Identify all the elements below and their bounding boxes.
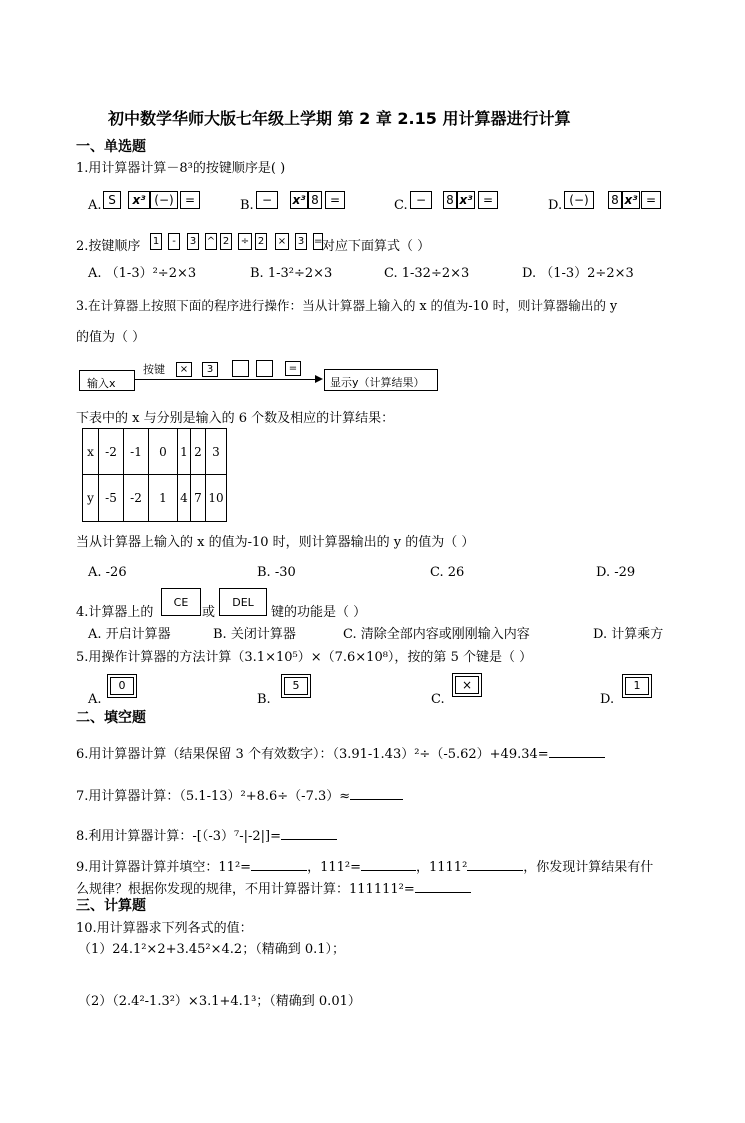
question-10-item-1: （1）24.1²×2+3.45²×4.2；（精确到 0.1）；	[78, 942, 346, 957]
key-s: S	[103, 191, 121, 209]
table-cell: -5	[99, 475, 124, 522]
question-3-stem-line1: 3.在计算器上按照下面的程序进行操作：当从计算器上输入的 x 的值为-10 时，则计算器输出的 y	[76, 298, 618, 313]
section-heading-fill-in: 二、填空题	[76, 710, 146, 726]
flow-key-times: ×	[176, 362, 192, 377]
question-9-line1	[76, 859, 653, 874]
answer-blank	[350, 788, 403, 800]
key-0	[107, 674, 137, 698]
question-3-stem-line3: 当从计算器上输入的 x 的值为-10 时，则计算器输出的 y 的值为（ ）	[76, 535, 475, 550]
q2-key: 1	[150, 233, 162, 250]
flow-input-box	[79, 370, 135, 391]
q1-option-d-label: D.	[548, 198, 563, 213]
question-8	[76, 828, 337, 843]
table-cell: x	[83, 429, 99, 475]
q9-part4: ，你发现计算结果有什	[523, 860, 654, 875]
table-row-y	[83, 475, 227, 522]
question-2-prefix: 2.按键顺序	[76, 239, 141, 254]
table-cell: -2	[124, 475, 149, 522]
table-cell: 4	[178, 475, 191, 522]
table-cell: y	[83, 475, 99, 522]
key-negative: (−)	[564, 191, 594, 209]
key-negative: (−)	[150, 191, 178, 209]
key-equals: =	[325, 191, 345, 209]
answer-blank	[415, 881, 471, 893]
question-10-stem: 10.用计算器求下列各式的值：	[76, 921, 253, 936]
q4-option-a: A. 开启计算器	[88, 627, 171, 642]
q2-key: -	[168, 233, 180, 250]
q2-key: ×	[275, 233, 289, 250]
q2-option-c: C. 1-32÷2×3	[384, 266, 470, 281]
key-8: 8	[308, 191, 322, 209]
question-7	[76, 788, 403, 803]
question-7-text: 7.用计算器计算：（5.1-13）²+8.6÷（-7.3）≈	[76, 789, 351, 804]
table-cell: 2	[191, 429, 206, 475]
question-4-or: 或	[202, 605, 216, 620]
q5-option-a-label: A.	[88, 692, 102, 707]
question-2-suffix: 对应下面算式（ ）	[322, 239, 431, 254]
key-x-cubed: x³	[128, 191, 150, 209]
question-1-stem: 1.用计算器计算－8³的按键顺序是( )	[76, 161, 286, 176]
key-x-cubed: x³	[290, 191, 308, 209]
table-cell: 1	[149, 475, 178, 522]
key-x-cubed: x³	[457, 191, 475, 209]
q3-option-b: B. -30	[257, 565, 296, 580]
question-10-item-2: （2）（2.4²-1.3²）×3.1+4.1³；（精确到 0.01）	[78, 994, 361, 1009]
q3-option-a: A. -26	[88, 565, 127, 580]
q2-key: ÷	[238, 233, 252, 250]
question-9-line2	[76, 881, 471, 896]
key-equals: =	[180, 191, 200, 209]
key-8: 8	[443, 191, 457, 209]
q3-option-c: C. 26	[430, 565, 465, 580]
q2-key: ^	[205, 233, 217, 250]
answer-blank	[251, 859, 307, 871]
question-8-text: 8.利用计算器计算：-[（-3）⁷-|-2|]=	[76, 829, 282, 844]
flow-output-label: 显示y（计算结果）	[330, 376, 425, 389]
flow-arrow-line	[135, 379, 319, 380]
q9-part2: ，111²=	[307, 860, 361, 875]
key-times	[452, 673, 482, 697]
key-1	[622, 674, 652, 698]
q2-option-b: B. 1-3²÷2×3	[250, 266, 333, 281]
flow-key-blank-2	[256, 360, 273, 377]
key-equals: =	[641, 191, 661, 209]
flow-keys-label: 按键	[143, 363, 165, 376]
question-6	[76, 746, 605, 761]
flow-input-label: 输入x	[87, 377, 116, 390]
flow-key-equals: =	[285, 361, 301, 376]
answer-blank	[281, 828, 337, 840]
page-title: 初中数学华师大版七年级上学期 第 2 章 2.15 用计算器进行计算	[108, 109, 571, 128]
key-minus: −	[256, 191, 278, 209]
q4-option-d: D. 计算乘方	[593, 627, 664, 642]
key-0-label: 0	[118, 679, 126, 692]
q9-line2-text: 么规律？根据你发现的规律，不用计算器计算：111111²=	[76, 882, 415, 897]
q3-table-intro: 下表中的 x 与分别是输入的 6 个数及相应的计算结果：	[76, 411, 395, 426]
answer-blank	[549, 746, 605, 758]
key-8: 8	[608, 191, 622, 209]
xy-table	[82, 428, 227, 522]
q1-option-c-label: C.	[394, 198, 408, 213]
table-row-x	[83, 429, 227, 475]
table-cell: 3	[206, 429, 227, 475]
q9-part3: ，1111²	[415, 860, 468, 875]
flow-key-3: 3	[202, 362, 218, 377]
q5-option-c-label: C.	[431, 692, 445, 707]
key-minus: −	[410, 191, 432, 209]
section-heading-single-choice: 一、单选题	[76, 139, 146, 155]
q2-option-a: A. （1-3）²÷2×3	[88, 266, 197, 281]
flow-arrow-head	[315, 375, 323, 383]
key-1-label: 1	[633, 679, 641, 692]
answer-blank	[467, 859, 523, 871]
table-cell: 7	[191, 475, 206, 522]
flow-key-blank-1	[232, 360, 249, 377]
key-ce	[161, 588, 201, 616]
key-5	[281, 674, 311, 698]
q9-part1: 9.用计算器计算并填空：11²=	[76, 860, 252, 875]
table-cell: -1	[124, 429, 149, 475]
q3-option-d: D. -29	[596, 565, 636, 580]
q4-option-c: C. 清除全部内容或刚刚输入内容	[343, 627, 530, 642]
key-equals: =	[478, 191, 498, 209]
flow-output-box	[324, 369, 438, 391]
question-6-text: 6.用计算器计算（结果保留 3 个有效数字）：（3.91-1.43）²÷（-5.62）+49.34=	[76, 747, 549, 762]
q2-key: 3	[295, 233, 307, 250]
q1-option-b-label: B.	[240, 198, 254, 213]
q5-option-d-label: D.	[600, 692, 615, 707]
key-del-label: DEL	[232, 596, 254, 609]
q4-option-b: B. 关闭计算器	[213, 627, 296, 642]
key-5-label: 5	[292, 679, 300, 692]
q2-key: 3	[187, 233, 199, 250]
table-cell: 0	[149, 429, 178, 475]
question-4-suffix: 键的功能是（ ）	[271, 605, 367, 620]
question-3-stem-line2: 的值为（ ）	[76, 330, 146, 345]
q5-option-b-label: B.	[257, 692, 271, 707]
key-x-cubed: x³	[622, 191, 640, 209]
q2-key: 2	[255, 233, 267, 250]
key-times-label: ×	[461, 678, 473, 692]
q2-key: =	[313, 233, 323, 250]
q1-option-a-label: A.	[88, 198, 102, 213]
key-ce-label: CE	[173, 596, 189, 609]
q2-key: 2	[220, 233, 232, 250]
q2-option-d: D. （1-3）2÷2×3	[522, 266, 634, 281]
key-del	[219, 588, 267, 616]
question-4-prefix: 4.计算器上的	[76, 605, 154, 620]
section-heading-calculation: 三、计算题	[76, 898, 146, 914]
question-5-stem: 5.用操作计算器的方法计算（3.1×10⁵）×（7.6×10⁸），按的第 5 个键是（ ）	[76, 650, 533, 665]
table-cell: -2	[99, 429, 124, 475]
table-cell: 10	[206, 475, 227, 522]
table-cell: 1	[178, 429, 191, 475]
answer-blank	[361, 859, 416, 871]
